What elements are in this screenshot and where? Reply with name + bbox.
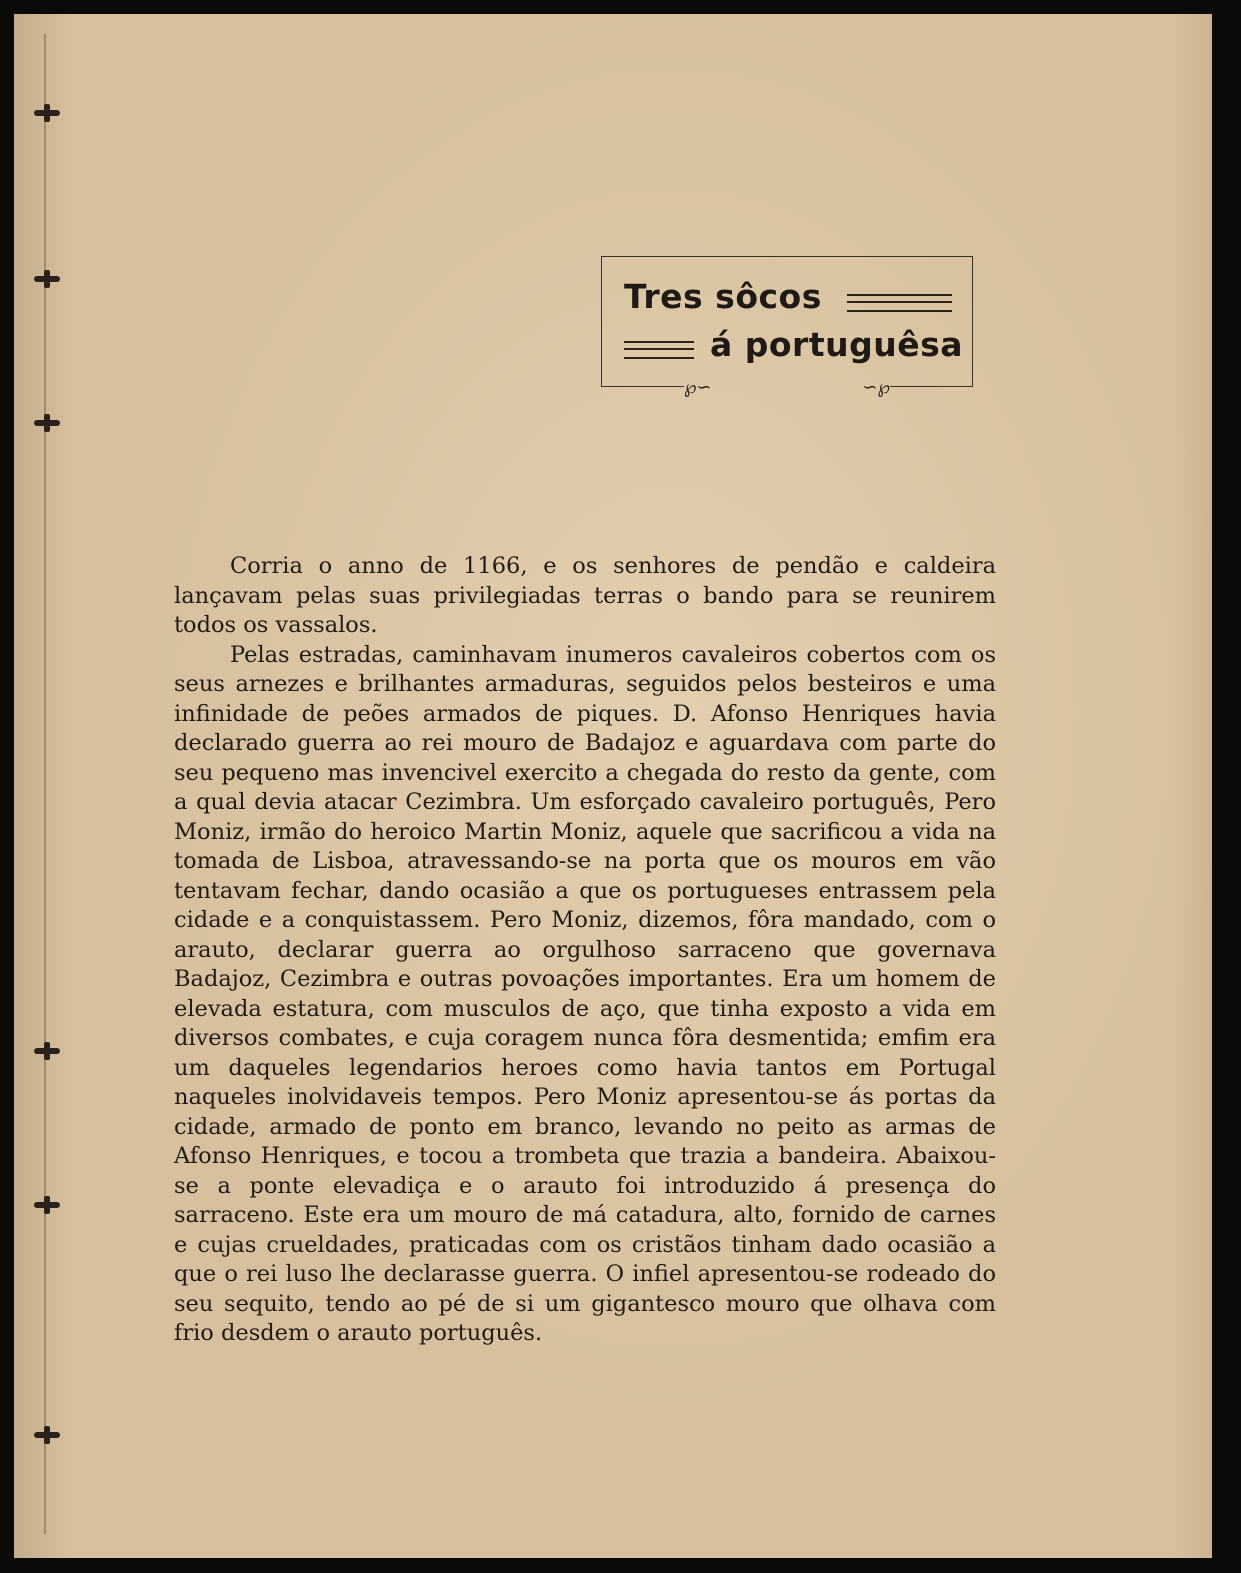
chapter-title-line-2: á portuguêsa	[710, 325, 964, 364]
binding-stitch	[34, 1202, 60, 1208]
title-box-bottom-rule	[602, 386, 684, 387]
flourish-ornament-icon: ℘∽	[684, 377, 712, 398]
flourish-ornament-icon: ∽℘	[862, 377, 890, 398]
paragraph: Corria o anno de 1166, e os senhores de pendão e caldeira lançavam pelas suas privilegiadas terras o bando para se reunirem todos os vassalos.	[174, 553, 996, 638]
body-text	[174, 552, 996, 1349]
title-box-bottom-rule	[890, 386, 972, 387]
title-rule-decoration	[624, 341, 694, 359]
binding-stitch	[34, 1048, 60, 1054]
binding-stitch	[34, 1432, 60, 1438]
title-rule-decoration	[847, 294, 952, 312]
binding-edge	[44, 34, 46, 1534]
chapter-title-line-1: Tres sôcos	[624, 277, 822, 316]
chapter-title-box	[601, 256, 973, 398]
paragraph: Pelas estradas, caminhavam inumeros cavaleiros cobertos com os seus arnezes e brilhantes armaduras, seguidos pelos besteiros e uma infinidade de peões armados de piques. D. Afonso Henriques havia declarado guerra ao rei mouro de Badajoz e aguardava com parte do seu pequeno mas invencivel exercito a chegada do resto da gente, com a qual devia atacar Cezimbra. Um esforçado cavaleiro português, Pero Moniz, irmão do heroico Martin Moniz, aquele que sacrificou a vida na tomada de Lisboa, atravessando-se na porta que os mouros em vão tentavam fechar, dando ocasião a que os portugueses entrassem pela cidade e a conquistassem. Pero Moniz, dizemos, fôra mandado, com o arauto, declarar guerra ao orgulhoso sarraceno que governava Badajoz, Cezimbra e outras povoações importantes. Era um homem de elevada estatura, com musculos de aço, que tinha exposto a vida em diversos combates, e cuja coragem nunca fôra desmentida; emfim era um daqueles legendarios heroes como havia tantos em Portugal naqueles inolvidaveis tempos. Pero Moniz apresentou-se ás portas da cidade, armado de ponto em branco, levando no peito as armas de Afonso Henriques, e tocou a trombeta que trazia a bandeira. Abaixou-se a ponte elevadiça e o arauto foi introduzido á presença do sarraceno. Este era um mouro de má catadura, alto, fornido de carnes e cujas crueldades, praticadas com os cristãos tinham dado ocasião a que o rei luso lhe declarasse guerra. O infiel apresentou-se rodeado do seu sequito, tendo ao pé de si um gigantesco mouro que olhava com frio desdem o arauto português.	[174, 641, 996, 1346]
book-page	[14, 14, 1212, 1558]
binding-stitch	[34, 110, 60, 116]
binding-stitch	[34, 420, 60, 426]
binding-stitch	[34, 276, 60, 282]
